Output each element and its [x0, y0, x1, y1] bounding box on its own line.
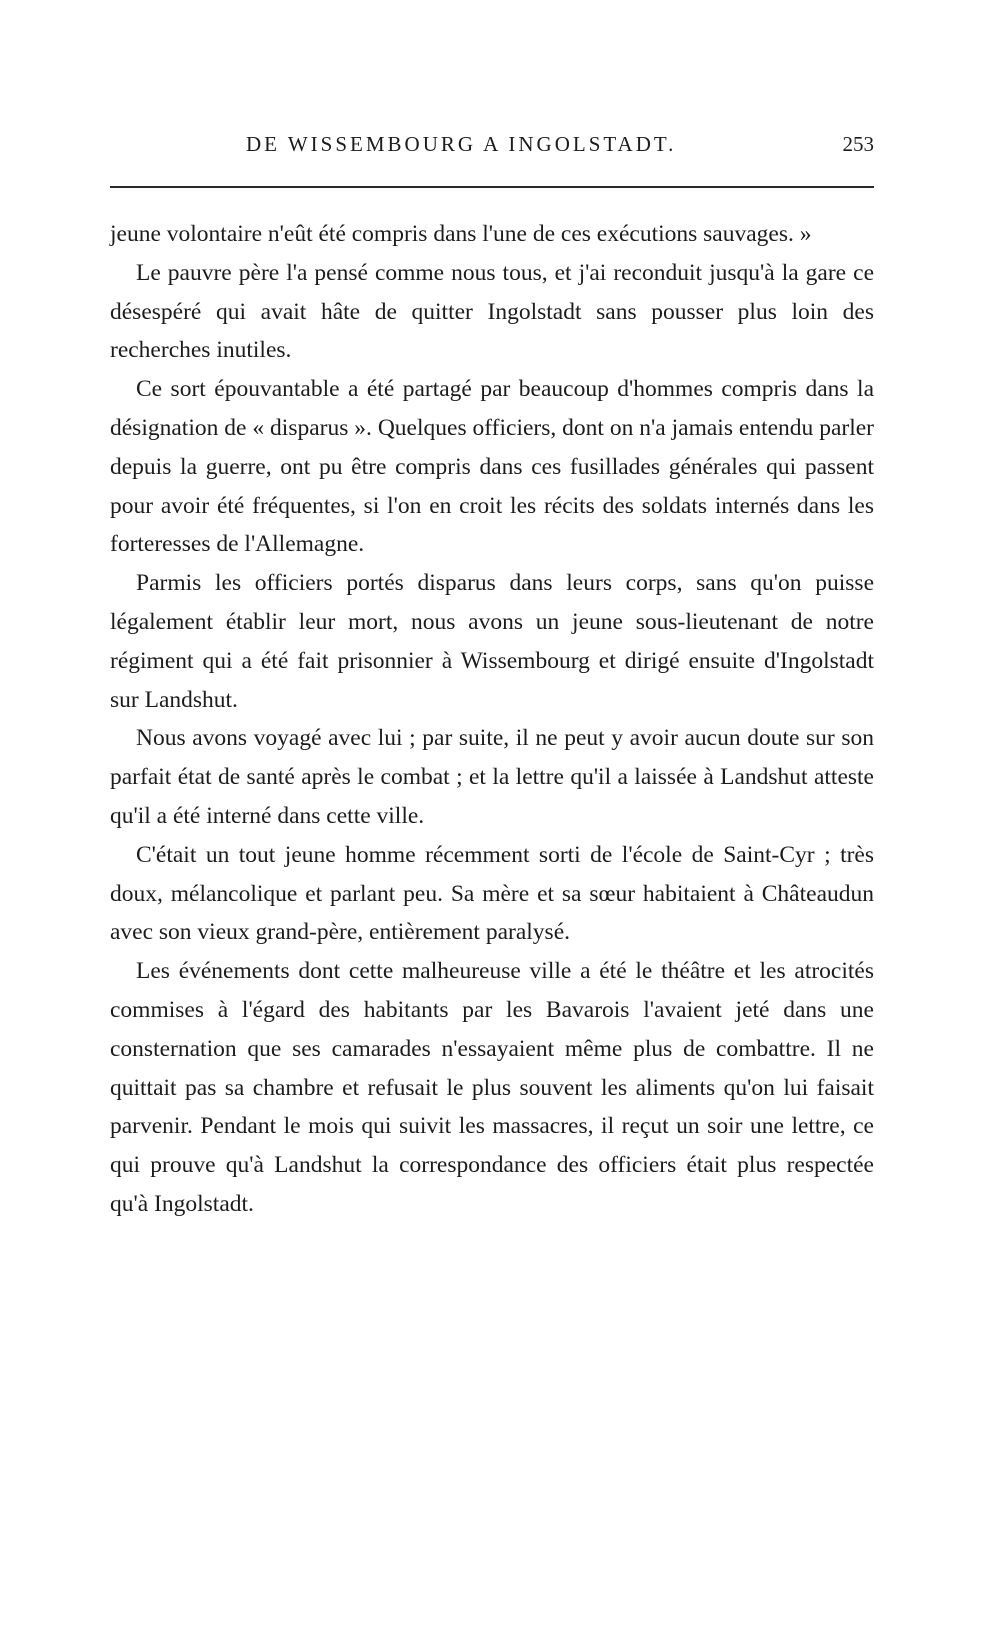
paragraph-6: C'était un tout jeune homme récemment sorti de l'école de Saint-Cyr ; très doux, mélancolique et parlant peu. Sa mère et sa sœur habitaient à Châteaudun avec son vieux grand-père, entièrement paralysé. [110, 841, 874, 946]
page-number: 253 [842, 132, 874, 156]
paragraph-4: Parmis les officiers portés disparus dans leurs corps, sans qu'on puisse légalement établir leur mort, nous avons un jeune sous-lieutenant de notre régiment qui a été fait prisonnier à Wissembourg et dirigé ensuite d'Ingolstadt sur Landshut. [110, 570, 874, 713]
paragraph-5: Nous avons voyagé avec lui ; par suite, il ne peut y avoir aucun doute sur son parfait état de santé après le combat ; et la lettre qu'il a laissée à Landshut atteste qu'il a été interné dans cette ville. [110, 725, 874, 829]
running-title: DE WISSEMBOURG A INGOLSTADT. [246, 132, 677, 156]
body-text [110, 215, 874, 1224]
paragraph-1: jeune volontaire n'eût été compris dans l'une de ces exécutions sauvages. » [110, 221, 812, 247]
paragraph-3: Ce sort épouvantable a été partagé par beaucoup d'hommes compris dans la désignation de « disparus ». Quelques officiers, dont on n'a jamais entendu parler depuis la guerre, ont pu être compris dans ces fusillades générales qui passent pour avoir été fréquentes, si l'on en croit les récits des soldats internés dans les forteresses de l'Allemagne. [110, 376, 874, 558]
running-head [108, 132, 874, 172]
paragraph-7: Les événements dont cette malheureuse ville a été le théâtre et les atrocités commises à l'égard des habitants par les Bavarois l'avaient jeté dans une consternation que ses camarades n'essayaient même plus de combattre. Il ne quittait pas sa chambre et refusait le plus souvent les aliments qu'on lui faisait parvenir. Pendant le mois qui suivit les massacres, il reçut un soir une lettre, ce qui prouve qu'à Landshut la correspondance des officiers était plus respectée qu'à Ingolstadt. [110, 958, 874, 1217]
paragraph-2: Le pauvre père l'a pensé comme nous tous, et j'ai reconduit jusqu'à la gare ce désespéré qui avait hâte de quitter Ingolstadt sans pousser plus loin des recherches inutiles. [110, 259, 874, 364]
header-rule [110, 186, 874, 188]
